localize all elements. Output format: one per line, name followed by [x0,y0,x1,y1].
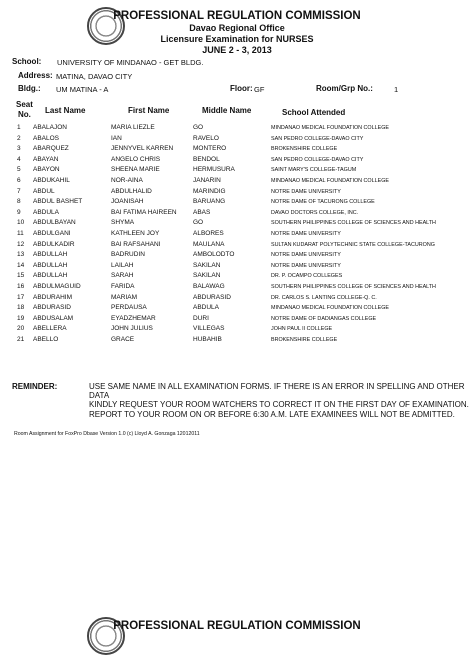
table-row [0,218,474,229]
floor-info [230,84,265,94]
cell-school-attended: DAVAO DOCTORS COLLEGE, INC. [271,209,359,216]
cell-first-name: JOANISAH [111,198,144,206]
cell-school-attended: MINDANAO MEDICAL FOUNDATION COLLEGE [271,177,390,184]
bldg-info [18,84,109,94]
cell-first-name: BAI FATIMA HAIREEN [111,208,177,216]
cell-middle-name: ALBORES [193,229,224,237]
cell-school-attended: SULTAN KUDARAT POLYTECHNIC STATE COLLEGE-TACURONG [271,241,435,248]
room-label: Room/Grp No.: [316,84,373,93]
table-row [0,335,474,346]
table-row [0,187,474,198]
cell-middle-name: GO [193,219,204,227]
exam-title: Licensure Examination for NURSES [160,34,314,44]
cell-last-name: ABELLERA [33,325,67,333]
cell-seat-no: 13 [17,251,25,259]
cell-seat-no: 14 [17,261,25,269]
bldg-label: Bldg.: [18,84,41,93]
cell-seat-no: 20 [17,325,25,333]
table-row [0,155,474,166]
table-row [0,229,474,240]
cell-last-name: ABDULLAH [33,261,68,269]
col-last-name: Last Name [45,106,86,115]
cell-school-attended: DR. CARLOS S. LANTING COLLEGE-Q. C. [271,294,377,301]
cell-last-name: ABALOS [33,134,60,142]
cell-first-name: NOR-AINA [111,176,143,184]
cell-first-name: ABDULHALID [111,187,152,195]
address-value: MATINA, DAVAO CITY [56,72,133,81]
cell-seat-no: 1 [17,124,21,131]
cell-last-name: ABDUL [33,187,55,195]
cell-middle-name: GO [193,124,204,131]
cell-school-attended: NOTRE DAME UNIVERSITY [271,252,341,259]
table-row [0,208,474,219]
cell-school-attended: JOHN PAUL II COLLEGE [271,326,333,333]
cell-middle-name: AMBOLODTO [193,251,235,259]
cell-first-name: SHEENA MARIE [111,166,160,174]
table-row [0,165,474,176]
org-title: PROFESSIONAL REGULATION COMMISSION [113,10,361,22]
bldg-value: UM MATINA - A [56,85,109,94]
cell-middle-name: MONTERO [193,145,227,153]
table-row [0,250,474,261]
cell-seat-no: 8 [17,198,21,206]
table-row [0,134,474,145]
next-page-org-title: PROFESSIONAL REGULATION COMMISSION [113,620,361,632]
cell-school-attended: NOTRE DAME UNIVERSITY [271,188,341,195]
cell-first-name: FARIDA [111,282,135,290]
cell-middle-name: ABDURASID [193,293,231,301]
cell-last-name: ABDULA [33,208,60,216]
reminder-label: REMINDER: [12,382,58,391]
examinee-table [0,123,474,345]
floor-value: GF [254,85,265,94]
table-row [0,176,474,187]
cell-seat-no: 3 [17,145,21,153]
cell-last-name: ABDUL BASHET [33,198,83,206]
cell-last-name: ABDULGANI [33,229,71,237]
cell-middle-name: BALAWAG [193,282,225,290]
cell-middle-name: MAULANA [193,240,225,248]
cell-first-name: GRACE [111,335,135,343]
cell-seat-no: 2 [17,134,21,142]
cell-seat-no: 10 [17,219,25,227]
cell-seat-no: 17 [17,293,25,301]
school-info [12,57,204,67]
cell-last-name: ABDULKADIR [33,240,75,248]
address-label: Address: [18,71,53,80]
col-middle-name: Middle Name [202,106,252,115]
cell-first-name: JOHN JULIUS [111,325,153,333]
floor-label: Floor: [230,84,253,93]
table-row [0,240,474,251]
cell-seat-no: 15 [17,272,25,280]
room-info [316,84,399,94]
cell-school-attended: BROKENSHIRE COLLEGE [271,146,338,153]
cell-seat-no: 19 [17,314,25,322]
table-row [0,271,474,282]
cell-middle-name: ABAS [193,208,211,216]
cell-middle-name: JANARIN [193,176,221,184]
cell-middle-name: BENDOL [193,155,220,163]
cell-school-attended: NOTRE DAME OF TACURONG COLLEGE [271,199,375,206]
cell-school-attended: NOTRE DAME OF DADIANGAS COLLEGE [271,315,377,322]
cell-middle-name: SAKILAN [193,261,221,269]
reminder-line-2: KINDLY REQUEST YOUR ROOM WATCHERS TO CORRECT IT ON THE FIRST DAY OF EXAMINATION. [89,400,469,410]
school-value: UNIVERSITY OF MINDANAO - GET BLDG. [57,58,204,67]
cell-first-name: MARIAM [111,293,137,301]
table-row [0,282,474,293]
cell-middle-name: BARUANG [193,198,226,206]
cell-first-name: JENNYVEL KARREN [111,145,174,153]
cell-seat-no: 16 [17,282,25,290]
table-row [0,261,474,272]
cell-seat-no: 6 [17,176,21,184]
cell-seat-no: 5 [17,166,21,174]
table-row [0,293,474,304]
table-row [0,303,474,314]
reminder-line-3: REPORT TO YOUR ROOM ON OR BEFORE 6:30 A.M. LATE EXAMINEES WILL NOT BE ADMITTED. [89,409,455,419]
cell-school-attended: MINDANAO MEDICAL FOUNDATION COLLEGE [271,305,390,312]
cell-school-attended: SAN PEDRO COLLEGE-DAVAO CITY [271,135,364,142]
cell-last-name: ABDUSALAM [33,314,74,322]
reminder-line-1: USE SAME NAME IN ALL EXAMINATION FORMS. IF THERE IS AN ERROR IN SPELLING AND OTHER DATA [89,382,465,401]
cell-last-name: ABDURAHIM [33,293,73,301]
cell-first-name: BAI RAFSAHANI [111,240,161,248]
office-title: Davao Regional Office [189,23,285,33]
table-row [0,123,474,134]
cell-school-attended: SAN PEDRO COLLEGE-DAVAO CITY [271,156,364,163]
cell-middle-name: RAVELO [193,134,219,142]
cell-school-attended: BROKENSHIRE COLLEGE [271,336,338,343]
room-value: 1 [394,85,399,94]
cell-last-name: ABAYON [33,166,60,174]
table-row [0,324,474,335]
table-row [0,314,474,325]
cell-last-name: ABDUKAHIL [33,176,70,184]
cell-seat-no: 12 [17,240,25,248]
cell-middle-name: ABDULA [193,304,220,312]
col-school-attended: School Attended [282,108,346,117]
table-row [0,144,474,155]
cell-seat-no: 9 [17,208,21,216]
school-label: School: [12,57,42,66]
cell-seat-no: 7 [17,187,21,195]
col-first-name: First Name [128,106,170,115]
cell-seat-no: 18 [17,304,25,312]
cell-last-name: ABELLO [33,335,59,343]
cell-last-name: ABDULLAH [33,272,68,280]
cell-first-name: PERDAUSA [111,304,147,312]
cell-first-name: ANGELO CHRIS [111,155,161,163]
cell-middle-name: MARINDIG [193,187,226,195]
cell-middle-name: DURI [193,314,209,322]
cell-last-name: ABDURASID [33,304,71,312]
cell-school-attended: DR. P. OCAMPO COLLEGES [271,273,343,280]
cell-first-name: SARAH [111,272,134,280]
cell-first-name: EYADZHEMAR [111,314,156,322]
cell-school-attended: SOUTHERN PHILIPPINES COLLEGE OF SCIENCES AND HEALTH [271,220,436,227]
cell-middle-name: HUBAHIB [193,335,222,343]
cell-first-name: MARIA LIEZLE [111,124,155,131]
cell-seat-no: 4 [17,155,21,163]
cell-school-attended: NOTRE DAME UNIVERSITY [271,262,341,269]
cell-last-name: ABDULBAYAN [33,219,76,227]
software-credit: Room Assignment for FoxPro Dbase Version 1.0 (c) Lloyd A. Gonzaga 12012011 [14,431,200,437]
cell-middle-name: HERMUSURA [193,166,235,174]
cell-last-name: ABDULMAGUID [33,282,81,290]
cell-school-attended: SOUTHERN PHILIPPINES COLLEGE OF SCIENCES AND HEALTH [271,283,436,290]
address-info [18,71,133,81]
cell-first-name: SHYMA [111,219,135,227]
reminder-text [89,382,474,419]
cell-last-name: ABDULLAH [33,251,68,259]
table-row [0,197,474,208]
col-seat-line2: No. [18,110,31,119]
cell-first-name: BADRUDIN [111,251,145,259]
cell-school-attended: SAINT MARY'S COLLEGE-TAGUM [271,167,357,174]
cell-school-attended: NOTRE DAME UNIVERSITY [271,230,341,237]
cell-first-name: LAILAH [111,261,134,269]
col-seat-line1: Seat [16,100,33,109]
cell-last-name: ABAYAN [33,155,59,163]
cell-first-name: KATHLEEN JOY [111,229,160,237]
cell-seat-no: 21 [17,335,25,343]
cell-seat-no: 11 [17,229,24,237]
cell-school-attended: MINDANAO MEDICAL FOUNDATION COLLEGE [271,125,390,131]
cell-middle-name: SAKILAN [193,272,221,280]
cell-last-name: ABALAJON [33,124,67,131]
cell-middle-name: VILLEGAS [193,325,225,333]
cell-last-name: ABARQUEZ [33,145,69,153]
exam-dates: JUNE 2 - 3, 2013 [202,45,272,55]
cell-first-name: IAN [111,134,122,142]
